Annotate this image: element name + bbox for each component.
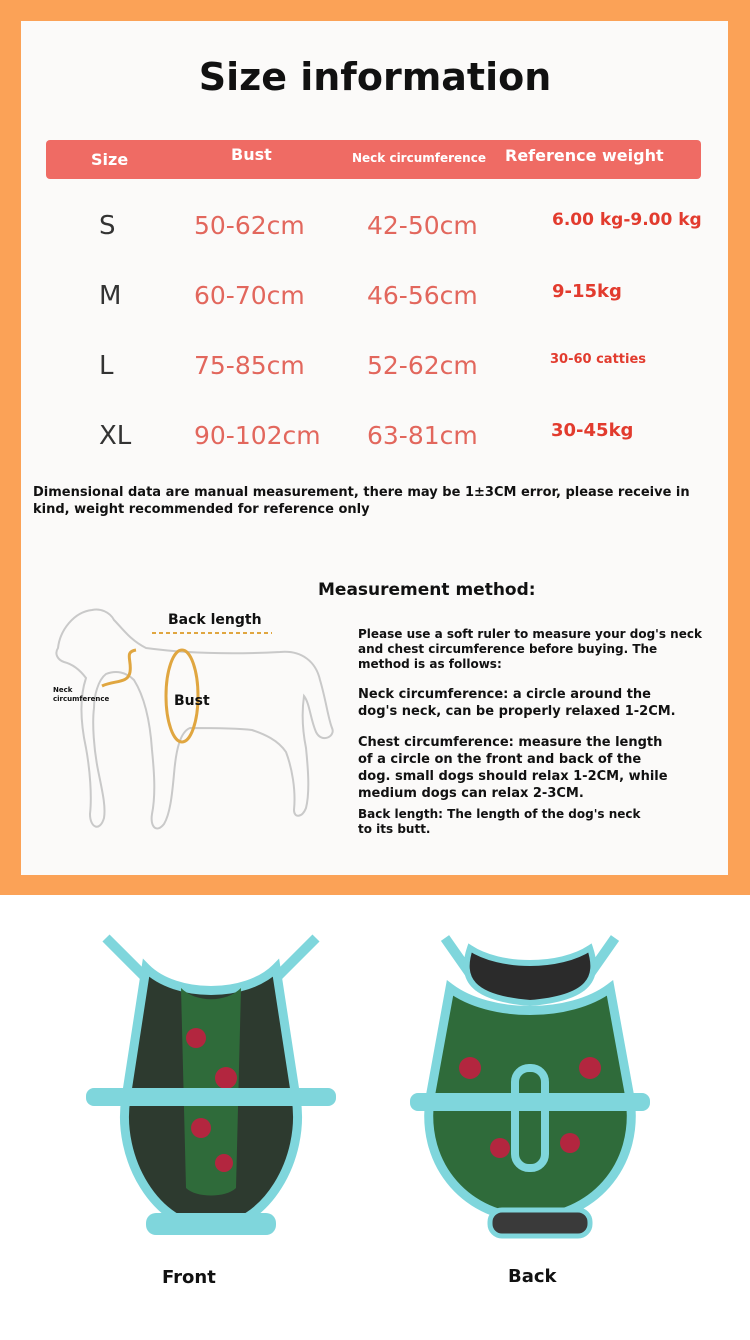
size-cell: S (99, 211, 116, 241)
measurement-title: Measurement method: (318, 580, 536, 600)
front-side-strap (86, 1088, 336, 1106)
bust-cell: 50-62cm (194, 211, 305, 240)
weight-cell: 30-45kg (551, 420, 634, 441)
weight-cell: 6.00 kg-9.00 kg (552, 210, 702, 230)
neck-cell: 46-56cm (367, 281, 478, 310)
bust-cell: 60-70cm (194, 281, 305, 310)
neck-arrow (102, 650, 136, 686)
harness-back-photo (400, 928, 660, 1248)
bust-cell: 90-102cm (194, 421, 321, 450)
front-bottom-handle (146, 1213, 276, 1235)
neck-cell: 52-62cm (367, 351, 478, 380)
back-mesh-pad (467, 948, 594, 1003)
diagram-label-neck: Neck circumference (53, 686, 110, 703)
neck-cell: 63-81cm (367, 421, 478, 450)
back-side-strap (410, 1093, 650, 1111)
back-bottom-pad (490, 1210, 590, 1236)
dog-diagram (40, 600, 340, 840)
size-cell: L (99, 351, 114, 381)
measurement-note: Dimensional data are manual measurement, there may be 1±3CM error, please receive in kind, weight recommended for reference only (33, 485, 690, 517)
header-size: Size (91, 150, 129, 169)
size-cell: M (99, 281, 122, 311)
header-weight: Reference weight (505, 146, 664, 165)
measurement-intro: Please use a soft ruler to measure your dog's neck and chest circumference before buying. The method is as follows: (358, 627, 702, 671)
header-neck: Neck circumference (352, 151, 486, 165)
diagram-label-bust: Bust (174, 693, 210, 709)
page-title: Size information (198, 55, 552, 99)
measurement-neck: Neck circumference: a circle around the dog's neck, can be properly relaxed 1-2CM. (358, 687, 676, 719)
size-cell: XL (99, 421, 132, 451)
neck-cell: 42-50cm (367, 211, 478, 240)
diagram-label-back-length: Back length (168, 612, 262, 628)
front-caption: Front (162, 1267, 216, 1288)
bust-cell: 75-85cm (194, 351, 305, 380)
weight-cell: 9-15kg (552, 281, 622, 302)
front-straps (106, 938, 316, 988)
back-caption: Back (508, 1266, 557, 1287)
measurement-back: Back length: The length of the dog's neck to its butt. (358, 807, 641, 836)
harness-front-photo (86, 928, 336, 1248)
measurement-chest: Chest circumference: measure the length of a circle on the front and back of the dog. small dogs should relax 1-2CM, while medium dogs can relax 2-3CM. (358, 735, 668, 801)
weight-cell: 30-60 catties (550, 352, 647, 367)
size-table-header (46, 140, 701, 179)
header-bust: Bust (231, 145, 272, 164)
